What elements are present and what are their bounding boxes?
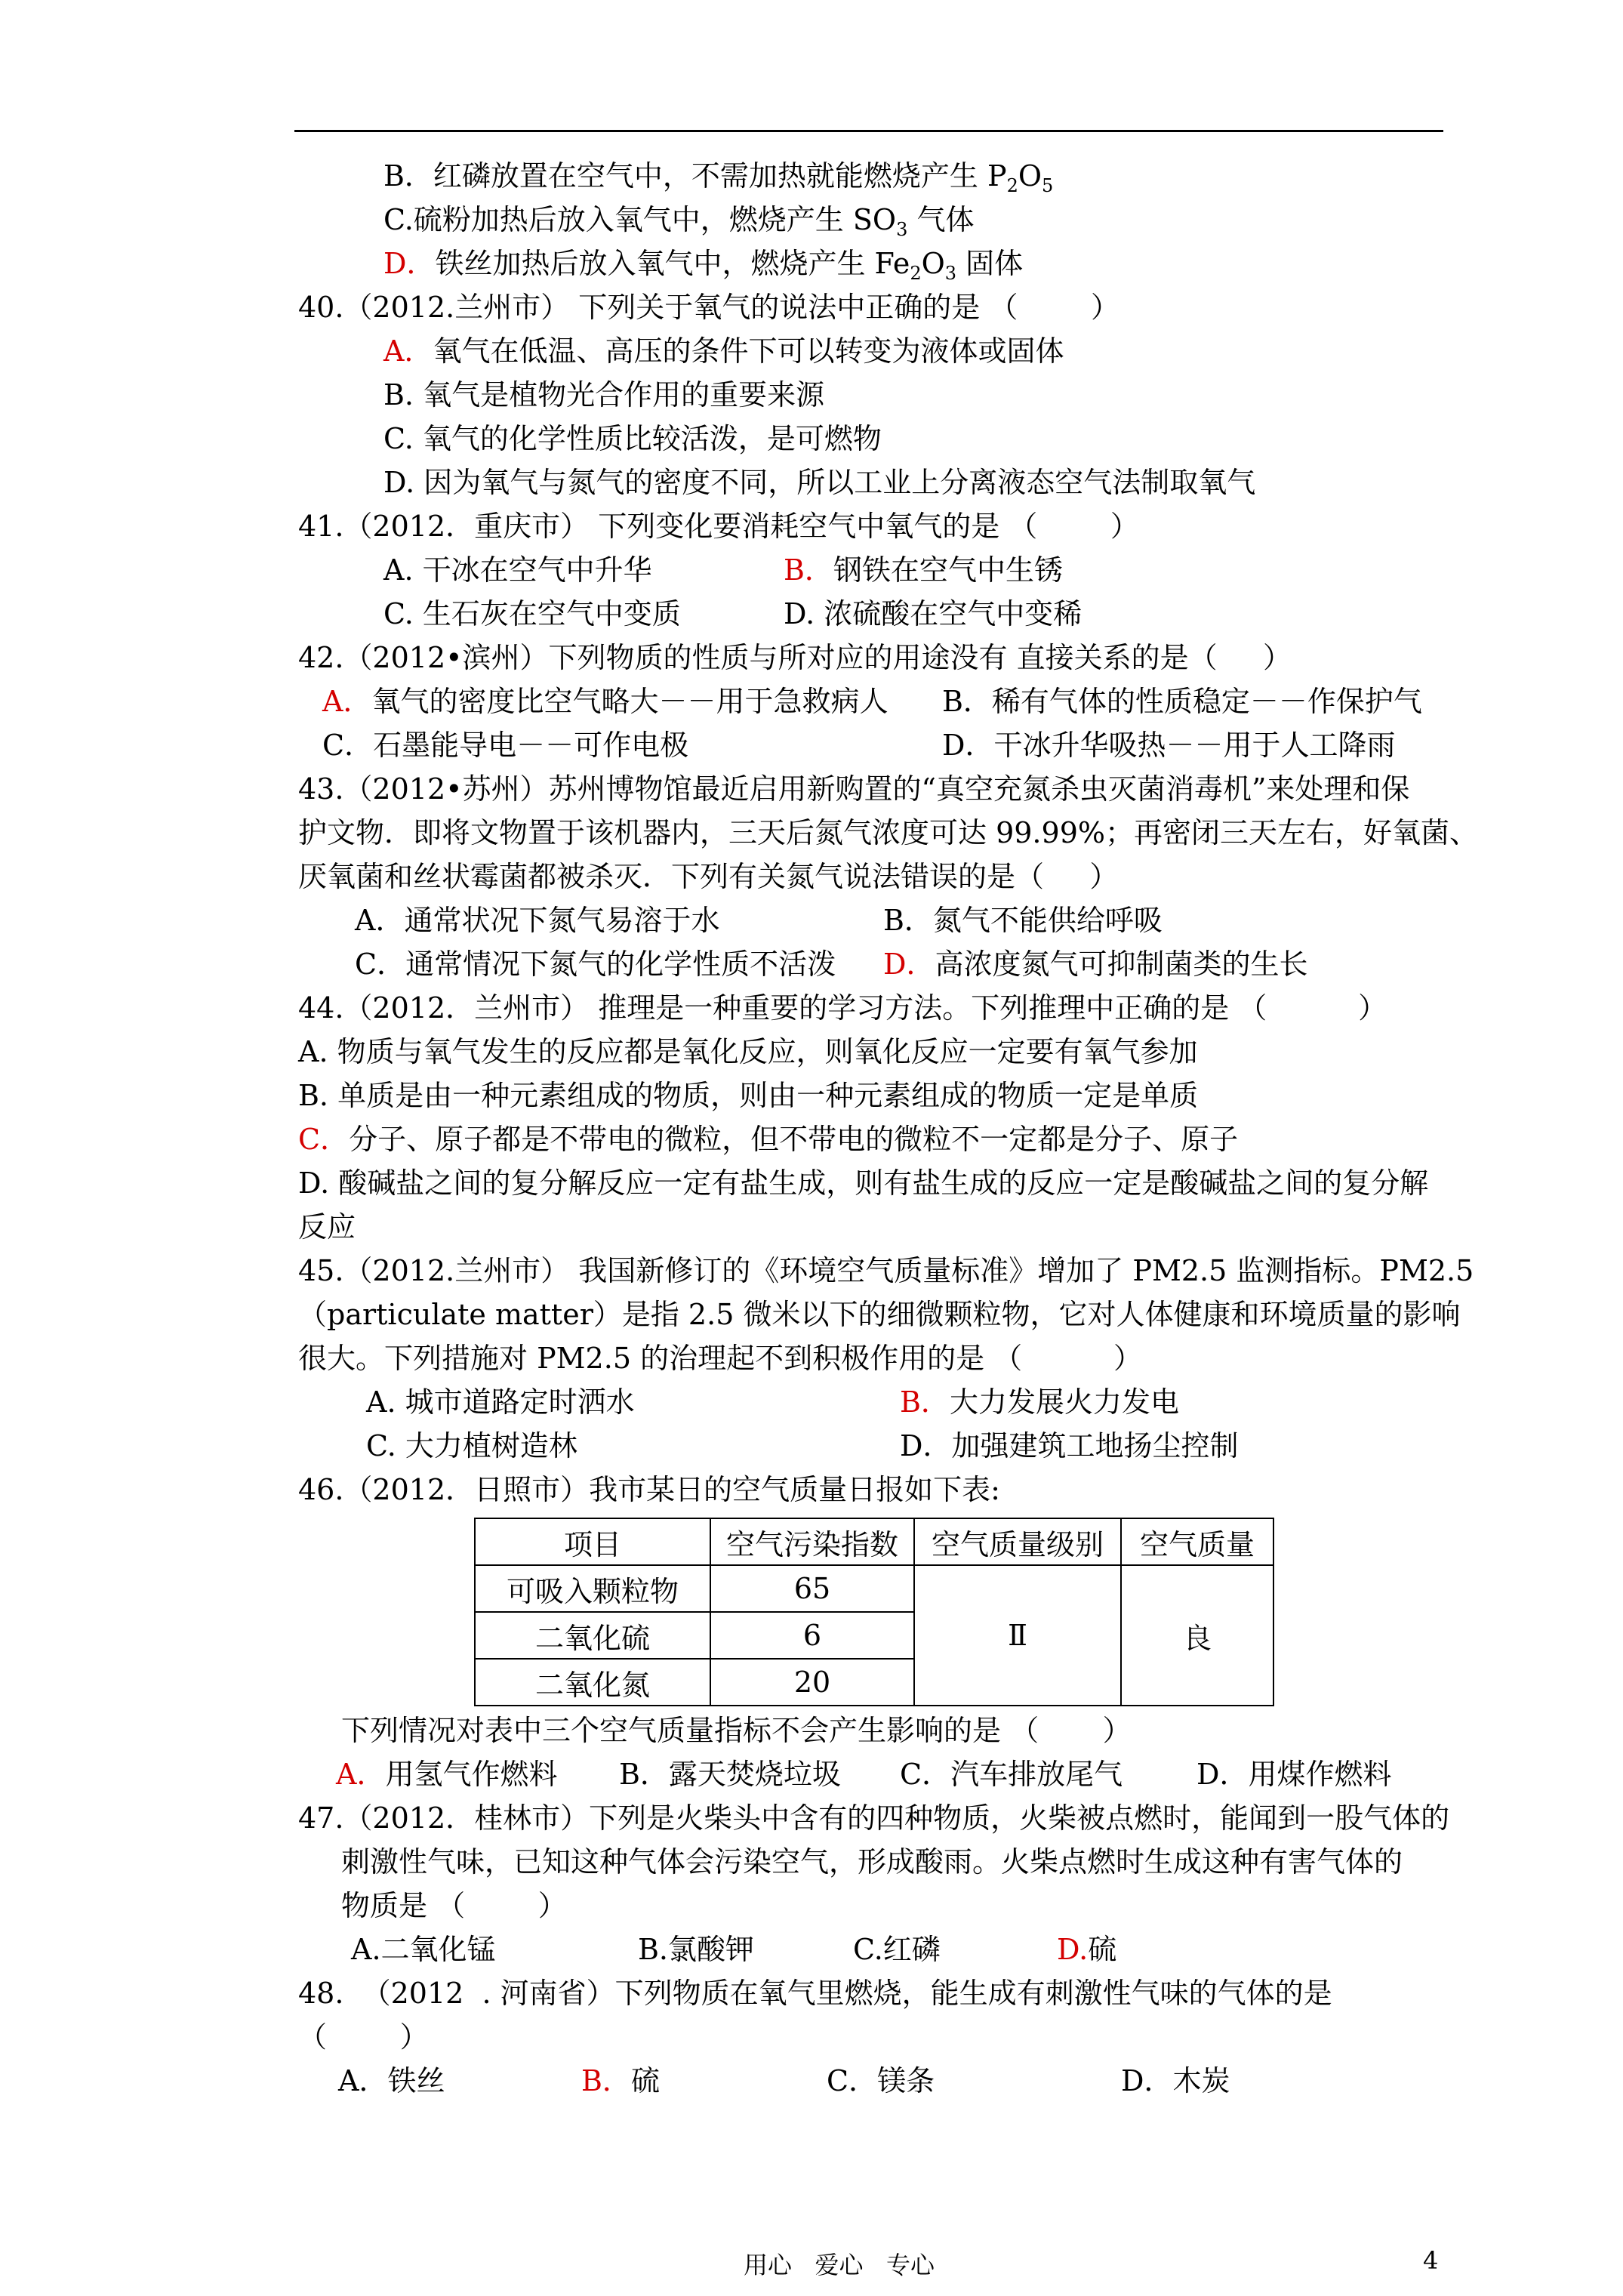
q40-option-a: A．氧气在低温、高压的条件下可以转变为液体或固体 (383, 334, 1064, 368)
q42-option-b: B．稀有气体的性质稳定－－作保护气 (942, 685, 1422, 718)
answer-mark: B． (900, 1385, 950, 1419)
table-header-cell: 空气污染指数 (710, 1518, 914, 1565)
q41-option-a: A. 干冰在空气中升华 (383, 553, 652, 587)
header-rule (294, 130, 1443, 132)
answer-mark: B． (784, 553, 833, 587)
air-quality-table (474, 1518, 1274, 1706)
q48-option-d: D．木炭 (1121, 2064, 1230, 2097)
q47-stem-line1: 47.（2012．桂林市）下列是火柴头中含有的四种物质，火柴被点燃时，能闻到一股气体的 (298, 1801, 1450, 1835)
q46-option-a: A．用氢气作燃料 (336, 1758, 558, 1791)
table-cell: 20 (710, 1659, 914, 1706)
table-header-cell: 空气质量级别 (914, 1518, 1121, 1565)
table-header-cell: 空气质量 (1121, 1518, 1273, 1565)
answer-mark: C． (298, 1123, 350, 1156)
q41-stem: 41.（2012．重庆市） 下列变化要消耗空气中氧气的是 （ ） (298, 510, 1139, 543)
q48-stem-line2: （ ） (298, 2020, 429, 2054)
q47-option-c: C.红磷 (853, 1933, 941, 1966)
q48-option-b: B．硫 (581, 2064, 660, 2097)
q45-option-c: C. 大力植树造林 (366, 1429, 577, 1462)
q45-stem-line2: （particulate matter）是指 2.5 微米以下的细微颗粒物，它对人体健康和环境质量的影响 (298, 1298, 1461, 1331)
q41-option-c: C. 生石灰在空气中变质 (383, 597, 681, 630)
q46-option-c: C．汽车排放尾气 (900, 1758, 1123, 1791)
table-cell: 二氧化氮 (475, 1659, 710, 1706)
q45-option-d: D．加强建筑工地扬尘控制 (900, 1429, 1239, 1462)
table-cell: 6 (710, 1612, 914, 1659)
q44-option-a: A. 物质与氧气发生的反应都是氧化反应，则氧化反应一定要有氧气参加 (298, 1035, 1198, 1068)
answer-mark: A． (383, 334, 433, 368)
table-header-row (475, 1518, 1273, 1565)
q43-option-a: A．通常状况下氮气易溶于水 (355, 904, 720, 937)
q41-option-b: B．钢铁在空气中生锈 (784, 553, 1063, 587)
table-cell: 65 (710, 1565, 914, 1612)
q40-option-c: C. 氧气的化学性质比较活泼，是可燃物 (383, 422, 882, 455)
q43-stem-line2: 护文物．即将文物置于该机器内，三天后氮气浓度可达 99.99%；再密闭三天左右，好氧菌、 (298, 816, 1478, 849)
q40-stem: 40.（2012.兰州市） 下列关于氧气的说法中正确的是 （ ） (298, 291, 1120, 324)
answer-mark: A． (336, 1758, 386, 1791)
q43-option-c: C．通常情况下氮气的化学性质不活泼 (355, 948, 836, 981)
answer-mark: D． (383, 247, 436, 280)
q43-option-b: B．氮气不能供给呼吸 (883, 904, 1163, 937)
q40-option-b: B. 氧气是植物光合作用的重要来源 (383, 378, 825, 411)
q45-stem-line1: 45.（2012.兰州市） 我国新修订的《环境空气质量标准》增加了 PM2.5 监测指标。PM2.5 (298, 1254, 1474, 1287)
q47-stem-line3: 物质是 （ ） (341, 1889, 567, 1922)
answer-mark: D. (1057, 1933, 1089, 1966)
q45-stem-line3: 很大。下列措施对 PM2.5 的治理起不到积极作用的是 （ ） (298, 1342, 1142, 1375)
air-quality-cell: 良 (1121, 1565, 1273, 1706)
q48-stem-line1: 48. （2012 . 河南省）下列物质在氧气里燃烧，能生成有刺激性气味的气体的是 (298, 1977, 1332, 2010)
page-number: 4 (1423, 2246, 1439, 2275)
q46-question: 下列情况对表中三个空气质量指标不会产生影响的是 （ ） (341, 1714, 1132, 1747)
q44-option-d-line2: 反应 (298, 1210, 356, 1244)
answer-mark: A． (322, 685, 372, 718)
q46-option-d: D．用煤作燃料 (1196, 1758, 1392, 1791)
footer-motto: 用心 爱心 专心 (744, 2251, 935, 2279)
q42-option-d: D．干冰升华吸热－－用于人工降雨 (942, 729, 1396, 762)
table-row (475, 1565, 1273, 1612)
table-cell: 可吸入颗粒物 (475, 1565, 710, 1612)
q47-option-d: D.硫 (1057, 1933, 1117, 1966)
q42-option-c: C．石墨能导电－－可作电极 (322, 729, 689, 762)
q39-option-b: B．红磷放置在空气中，不需加热就能燃烧产生 $P_2O_5$ (383, 159, 1054, 196)
air-quality-level-cell: Ⅱ (914, 1565, 1121, 1706)
q44-option-d-line1: D. 酸碱盐之间的复分解反应一定有盐生成，则有盐生成的反应一定是酸碱盐之间的复分解 (298, 1166, 1429, 1200)
q42-option-a: A．氧气的密度比空气略大－－用于急救病人 (322, 685, 888, 718)
answer-mark: D． (883, 948, 935, 981)
table-header-cell: 项目 (475, 1518, 710, 1565)
table-cell: 二氧化硫 (475, 1612, 710, 1659)
q42-stem: 42.（2012•滨州）下列物质的性质与所对应的用途没有 直接关系的是（ ） (298, 641, 1292, 674)
q45-option-b: B．大力发展火力发电 (900, 1385, 1179, 1419)
q48-option-a: A．铁丝 (338, 2064, 445, 2097)
q45-option-a: A. 城市道路定时洒水 (366, 1385, 635, 1419)
q40-option-d: D. 因为氧气与氮气的密度不同，所以工业上分离液态空气法制取氧气 (383, 466, 1256, 499)
q48-option-c: C．镁条 (827, 2064, 935, 2097)
q41-option-d: D. 浓硫酸在空气中变稀 (784, 597, 1083, 630)
q39-option-d: D．铁丝加热后放入氧气中，燃烧产生 $Fe_2O_3$ 固体 (383, 247, 1024, 284)
q44-option-c: C．分子、原子都是不带电的微粒，但不带电的微粒不一定都是分子、原子 (298, 1123, 1239, 1156)
q46-stem: 46.（2012．日照市）我市某日的空气质量日报如下表: (298, 1473, 1000, 1506)
q44-option-b: B. 单质是由一种元素组成的物质，则由一种元素组成的物质一定是单质 (298, 1079, 1199, 1112)
q47-stem-line2: 刺激性气味，已知这种气体会污染空气，形成酸雨。火柴点燃时生成这种有害气体的 (341, 1845, 1403, 1878)
q44-stem: 44.（2012．兰州市） 推理是一种重要的学习方法。下列推理中正确的是 （ ） (298, 991, 1387, 1025)
q46-option-b: B．露天焚烧垃圾 (619, 1758, 841, 1791)
q43-stem-line3: 厌氧菌和丝状霉菌都被杀灭．下列有关氮气说法错误的是（ ） (298, 860, 1119, 893)
answer-mark: B． (581, 2064, 631, 2097)
q47-option-b: B.氯酸钾 (638, 1933, 755, 1966)
q47-option-a: A.二氧化锰 (351, 1933, 496, 1966)
q39-option-c: C.硫粉加热后放入氧气中，燃烧产生 $SO_3$ 气体 (383, 203, 975, 240)
q43-stem-line1: 43.（2012•苏州）苏州博物馆最近启用新购置的“真空充氮杀虫灭菌消毒机”来处理和保 (298, 772, 1410, 806)
q43-option-d: D．高浓度氮气可抑制菌类的生长 (883, 948, 1308, 981)
